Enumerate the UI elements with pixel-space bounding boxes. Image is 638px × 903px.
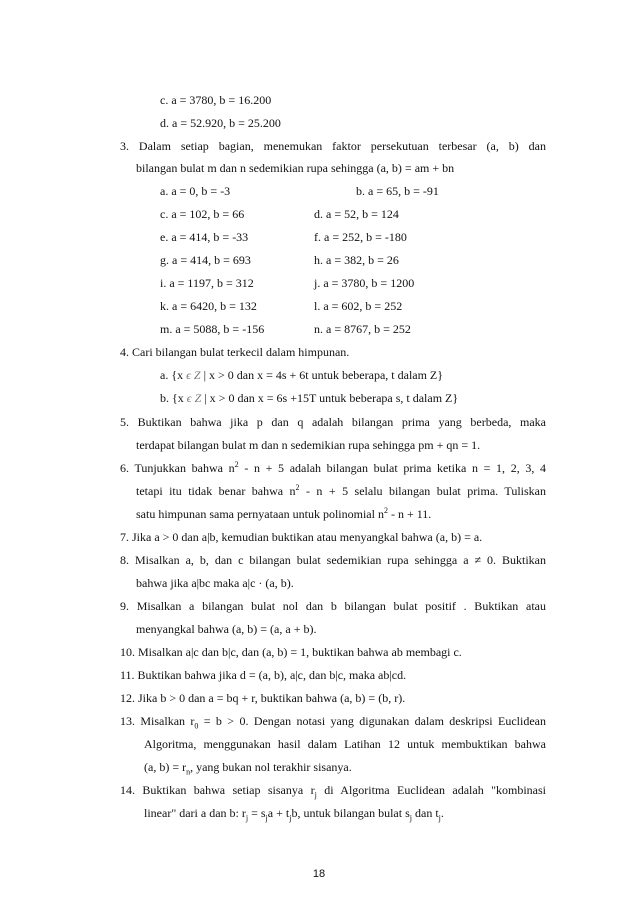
q14-sub-r: j — [245, 813, 249, 823]
q3-item-h: h. a = 382, b = 26 — [314, 253, 399, 267]
q14-sub-s: j — [265, 813, 268, 823]
q4-item-b — [160, 390, 458, 406]
q6-exp-2: 2 — [295, 483, 300, 492]
page-number: 18 — [312, 868, 326, 880]
q13-sub-n: n — [186, 767, 191, 777]
q13-line1-b: = b > 0. Dengan notasi yang digunakan dalam deskripsi Euclidean — [198, 714, 546, 728]
q14-line1 — [120, 782, 546, 798]
q4-b-pre: b. {x — [160, 391, 184, 405]
q3-item-a: a. a = 0, b = -3 — [160, 184, 231, 198]
q3-item-b: b. a = 65, b = -91 — [356, 184, 439, 198]
q8-line1: 8. Misalkan a, b, dan c bilangan bulat sedemikian rupa sehingga a ≠ 0. Buktikan — [120, 553, 546, 567]
q13-line3 — [144, 759, 352, 775]
q13-line3-a: (a, b) = r — [144, 760, 187, 774]
q13-line1-a: 13. Misalkan r — [120, 714, 195, 728]
q3-item-f: f. a = 252, b = -180 — [314, 230, 407, 244]
q14-line1-b: di Algoritma Euclidean adalah "kombinasi — [316, 783, 546, 797]
q3-item-i: i. a = 1197, b = 312 — [160, 276, 254, 290]
q9-line2: menyangkal bahwa (a, b) = (a, a + b). — [136, 622, 317, 636]
q6-line3 — [136, 506, 431, 522]
q13-line3-b: , yang bukan nol terakhir sisanya. — [190, 760, 352, 774]
q6-line1-a: 6. Tunjukkan bahwa n — [120, 461, 235, 475]
q14-line2-f: . — [440, 806, 444, 820]
q4-b-post: | x > 0 dan x = 6s +15T untuk beberapa s, t dalam Z} — [204, 391, 459, 405]
q14-sub-t2: j — [438, 813, 441, 823]
q9-line1: 9. Misalkan a bilangan bulat nol dan b bilangan bulat positif . Buktikan atau — [120, 599, 546, 613]
q7-line: 7. Jika a > 0 dan a|b, kemudian buktikan atau menyangkal bahwa (a, b) = a. — [120, 530, 483, 544]
q14-line2-e: dan t — [412, 806, 439, 820]
q11-line: 11. Buktikan bahwa jika d = (a, b), a|c, dan b|c, maka ab|cd. — [120, 668, 407, 682]
q6-line2 — [136, 483, 546, 499]
q14-line2-a: linear" dari a dan b: r — [144, 806, 246, 820]
q4-line: 4. Cari bilangan bulat terkecil dalam himpunan. — [120, 345, 350, 359]
q5-line1: 5. Buktikan bahwa jika p dan q adalah bilangan prima yang berbeda, maka — [120, 415, 546, 429]
q14-line2 — [144, 805, 444, 821]
q14-line2-c: a + t — [267, 806, 290, 820]
q14-line1-a: 14. Buktikan bahwa setiap sisanya r — [120, 783, 315, 797]
q3-item-e: e. a = 414, b = -33 — [160, 230, 249, 244]
q4-b-symbol: ϵ Z — [186, 391, 202, 405]
q3-item-c: c. a = 102, b = 66 — [160, 207, 245, 221]
q3-item-l: l. a = 602, b = 252 — [314, 299, 403, 313]
q14-sub-t: j — [289, 813, 292, 823]
q12-line: 12. Jika b > 0 dan a = bq + r, buktikan bahwa (a, b) = (b, r). — [120, 691, 406, 705]
q3-item-g: g. a = 414, b = 693 — [160, 253, 251, 267]
q14-sub-j1: j — [314, 790, 317, 800]
item-c-prev: c. a = 3780, b = 16.200 — [160, 93, 272, 107]
q3-line1: 3. Dalam setiap bagian, menemukan faktor persekutuan terbesar (a, b) dan — [120, 139, 546, 153]
q3-item-m: m. a = 5088, b = -156 — [160, 322, 265, 336]
q14-sub-s2: j — [409, 813, 412, 823]
q8-line2: bahwa jika a|bc maka a|c · (a, b). — [136, 576, 294, 590]
q5-line2: terdapat bilangan bulat m dan n sedemikian rupa sehingga pm + qn = 1. — [136, 438, 481, 452]
q3-item-d: d. a = 52, b = 124 — [314, 207, 399, 221]
q3-item-k: k. a = 6420, b = 132 — [160, 299, 257, 313]
q6-exp-3: 2 — [383, 506, 388, 515]
q4-item-a — [160, 367, 443, 383]
q4-a-symbol: ϵ Z — [186, 368, 201, 382]
q14-line2-b: = s — [248, 806, 266, 820]
item-d-prev: d. a = 52.920, b = 25.200 — [160, 116, 281, 130]
q6-line1-b: - n + 5 adalah bilangan bulat prima ketika n = 1, 2, 3, 4 — [238, 461, 547, 475]
q3-item-n: n. a = 8767, b = 252 — [314, 322, 411, 336]
q13-sub-0: 0 — [194, 721, 199, 731]
q6-exp-1: 2 — [234, 460, 239, 469]
q6-line2-a: tetapi itu tidak benar bahwa n — [136, 484, 296, 498]
q6-line1 — [120, 460, 546, 476]
q13-line1 — [120, 713, 546, 729]
q6-line3-a: satu himpunan sama pernyataan untuk polinomial n — [136, 507, 384, 521]
q4-a-post: | x > 0 dan x = 4s + 6t untuk beberapa, t dalam Z} — [203, 368, 444, 382]
q13-line2: Algoritma, menggunakan hasil dalam Latihan 12 untuk membuktikan bahwa — [144, 737, 546, 751]
q6-line3-b: - n + 11. — [387, 507, 432, 521]
q6-line2-b: - n + 5 selalu bilangan bulat prima. Tuliskan — [299, 484, 546, 498]
q10-line: 10. Misalkan a|c dan b|c, dan (a, b) = 1, buktikan bahwa ab membagi c. — [120, 645, 462, 659]
q14-line2-d: b, untuk bilangan bulat s — [291, 806, 410, 820]
q3-line2: bilangan bulat m dan n sedemikian rupa sehingga (a, b) = am + bn — [136, 161, 455, 175]
q3-item-j: j. a = 3780, b = 1200 — [314, 276, 415, 290]
q4-a-pre: a. {x — [160, 368, 184, 382]
